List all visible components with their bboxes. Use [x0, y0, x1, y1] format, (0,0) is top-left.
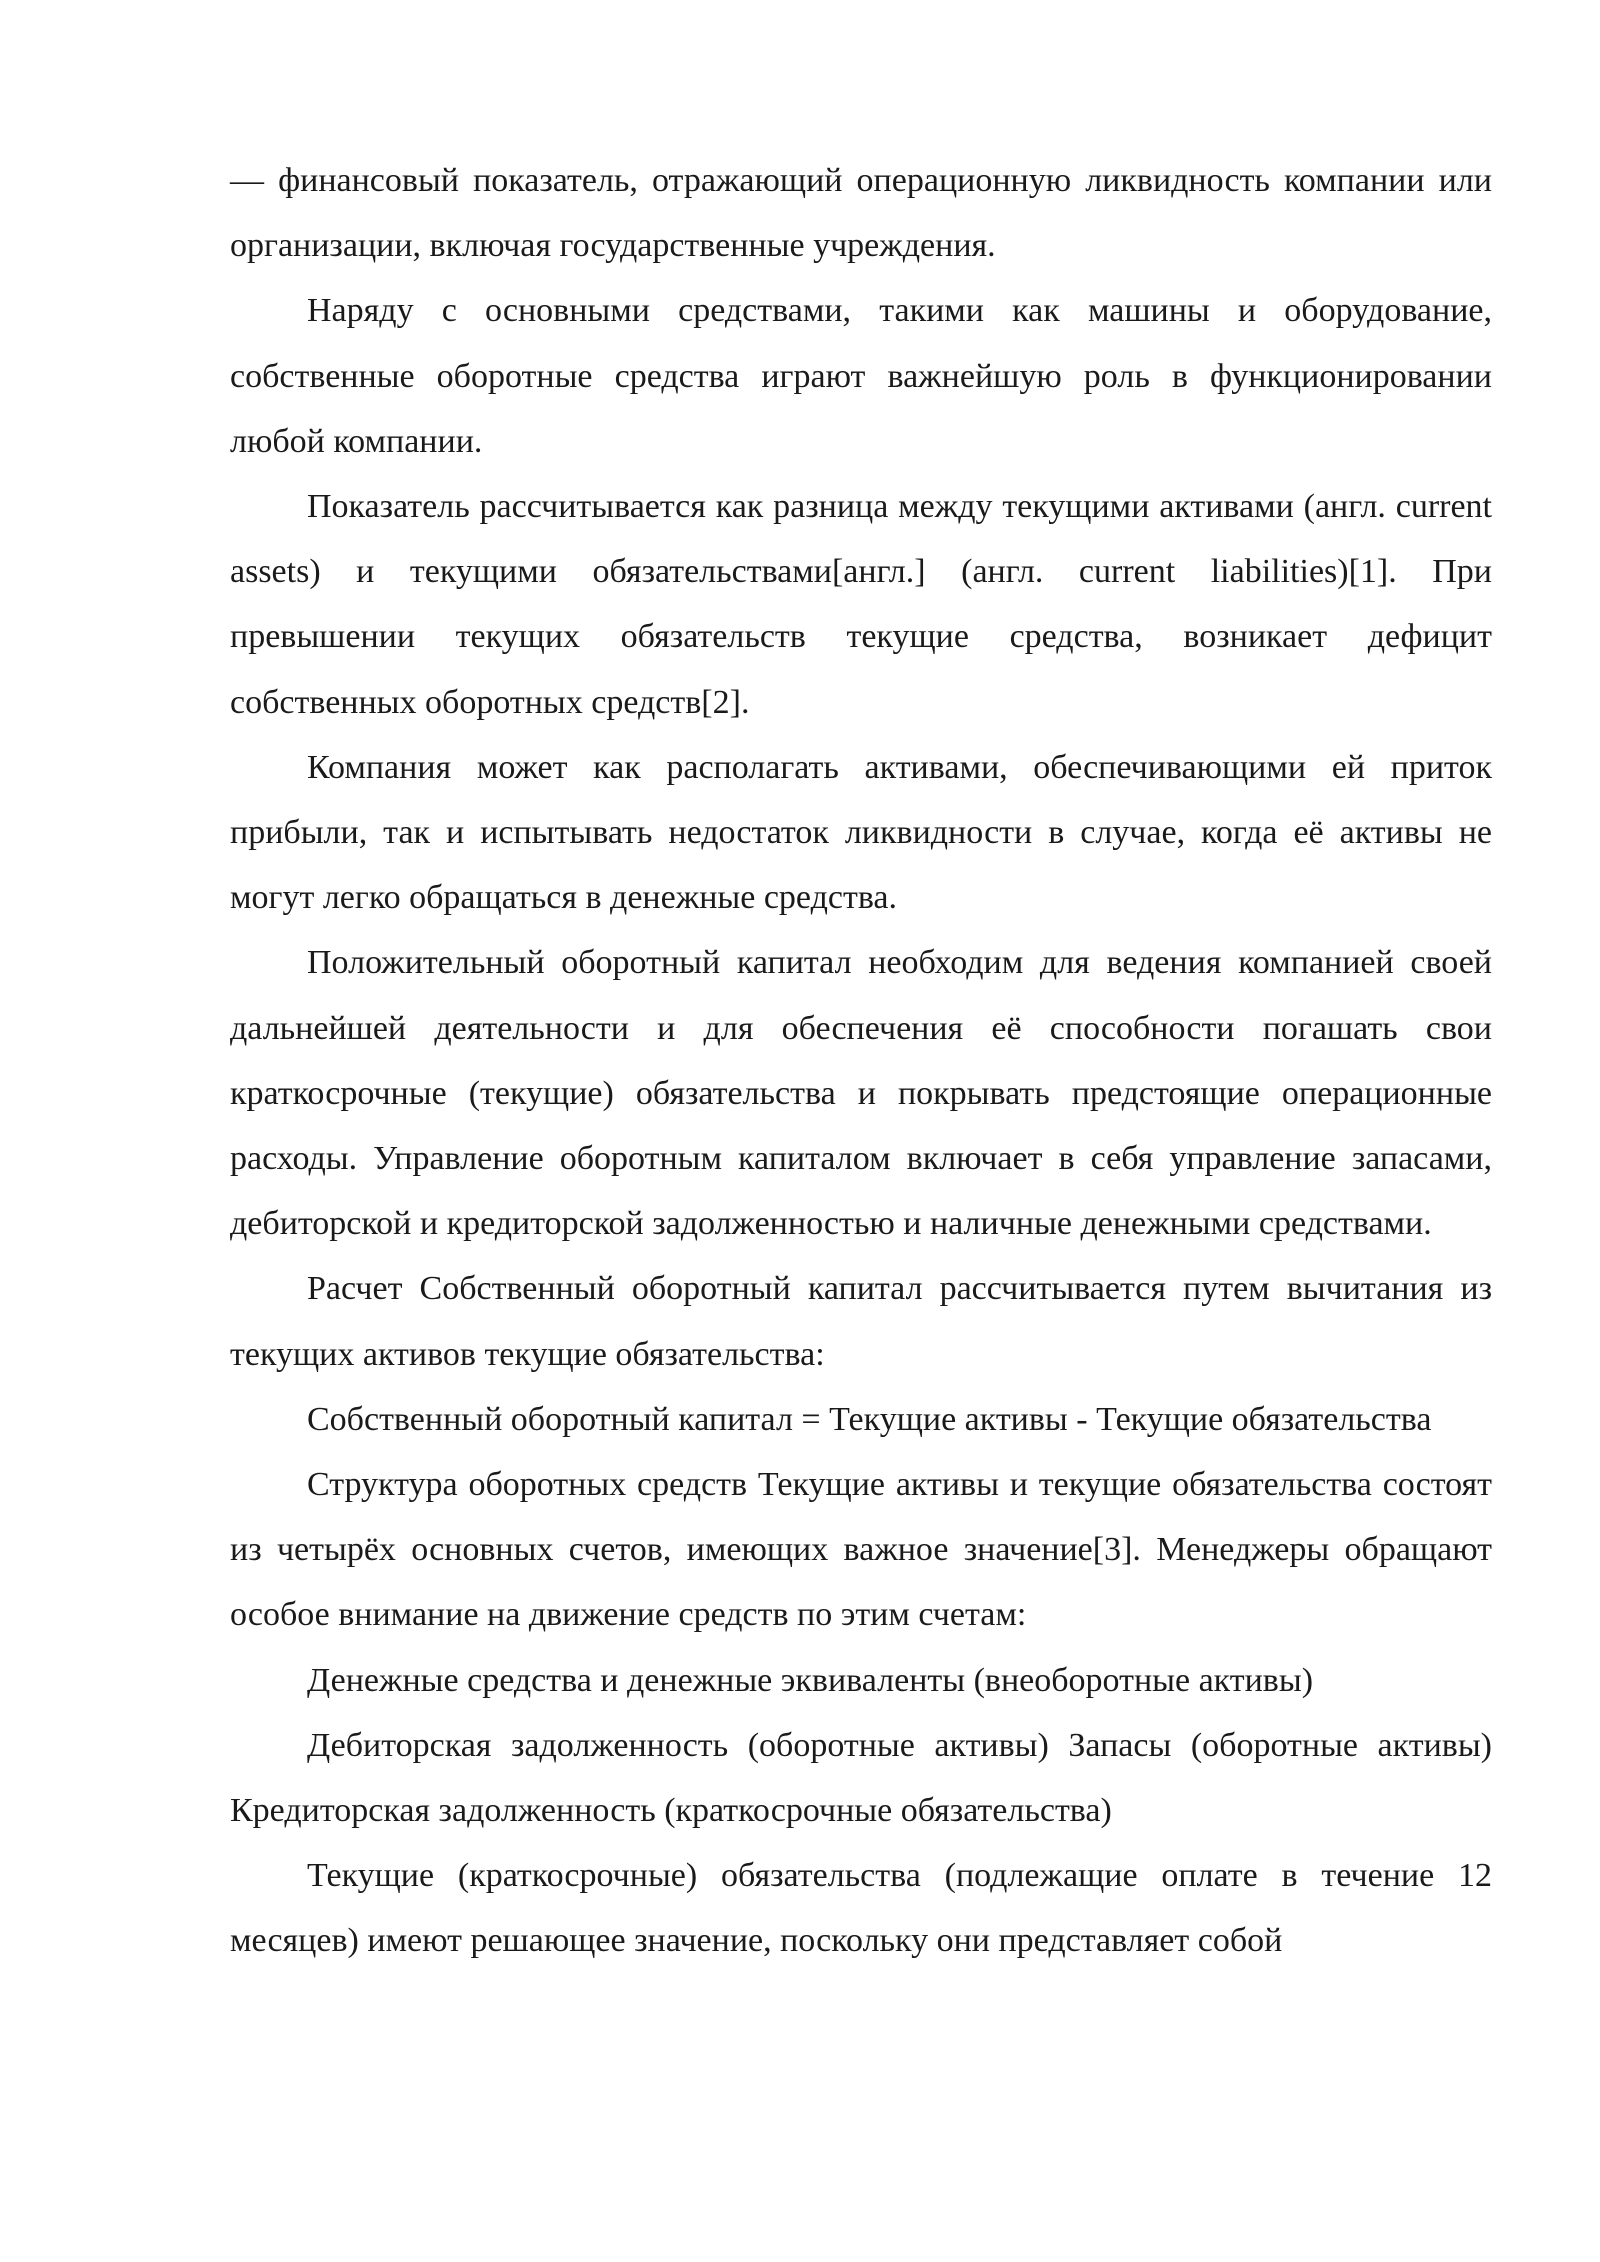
paragraph: Компания может как располагать активами, обеспечивающими ей приток прибыли, так и испытывать недостаток ликвидности в случае, когда её активы не могут легко обращаться в денежные средства. [230, 748, 1492, 917]
list-item: Денежные средства и денежные эквиваленты (внеоборотные активы) [307, 1661, 1314, 1699]
paragraph: Наряду с основными средствами, такими как машины и оборудование, собственные оборотные средства играют важнейшую роль в функционировании любой компании. [230, 292, 1492, 460]
paragraph: Структура оборотных средств Текущие активы и текущие обязательства состоят из четырёх основных счетов, имеющих важное значение[3]. Менеджеры обращают особое внимание на движение средств по этим счетам: [230, 1466, 1492, 1634]
formula-paragraph: Собственный оборотный капитал = Текущие активы - Текущие обязательства [307, 1400, 1432, 1438]
document-body [230, 148, 1492, 1974]
list-item: Дебиторская задолженность (оборотные активы) Запасы (оборотные активы) Кредиторская задолженность (краткосрочные обязательства) [230, 1726, 1492, 1830]
paragraph: Положительный оборотный капитал необходим для ведения компанией своей дальнейшей деятельности и для обеспечения её способности погашать свои краткосрочные (текущие) обязательства и покрывать предстоящие операционные расходы. Управление оборотным капиталом включает в себя управление запасами, дебиторской и кредиторской задолженностью и наличные денежными средствами. [230, 944, 1492, 1243]
paragraph: Расчет Собственный оборотный капитал рассчитывается путем вычитания из текущих активов текущие обязательства: [230, 1270, 1492, 1373]
paragraph: Текущие (краткосрочные) обязательства (подлежащие оплате в течение 12 месяцев) имеют решающее значение, поскольку они представляет собой [230, 1857, 1492, 1960]
paragraph: — финансовый показатель, отражающий операционную ликвидность компании или организации, включая государственные учреждения. [230, 162, 1492, 265]
paragraph: Показатель рассчитывается как разница между текущими активами (англ. current assets) и текущими обязательствами[англ.] (англ. current liabilities)[1]. При превышении текущих обязательств текущие средства, возникает дефицит собственных оборотных средств[2]. [230, 488, 1492, 721]
